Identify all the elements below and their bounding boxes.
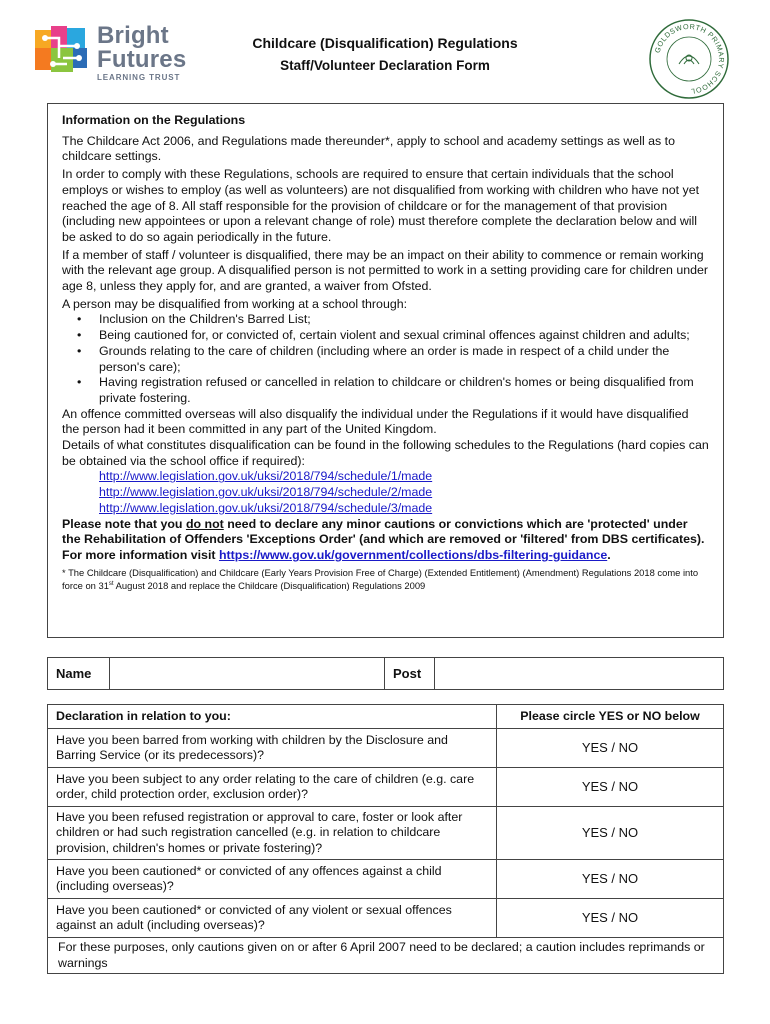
list-item: • Inclusion on the Children's Barred List; xyxy=(62,312,709,328)
list-item: • Grounds relating to the care of children (including where an order is made in respect of a child under the person's care); xyxy=(62,344,709,375)
svg-text:GOLDSWORTH PRIMARY SCHOOL xyxy=(653,22,726,96)
header xyxy=(200,34,570,73)
caution-footnote: For these purposes, only cautions given on or after 6 April 2007 need to be declared; a caution includes reprimands or warnings xyxy=(48,938,724,974)
answer-column-header: Please circle YES or NO below xyxy=(497,705,724,729)
schedule-2-link[interactable]: http://www.legislation.gov.uk/uksi/2018/794/schedule/2/made xyxy=(99,485,433,500)
disqualification-list xyxy=(62,312,709,406)
table-header-row xyxy=(48,705,724,729)
info-paragraph-2: In order to comply with these Regulations, schools are required to ensure that certain individuals that the school employs or wishes to employ (as well as volunteers) are not disqualified from working with children who have not yet reached the age of 8. All staff responsible for the provision of childcare or for the management of that provision (including new appointees or upon a relevant change of role) must therefore complete the declaration below and will be asked to do so again periodically in the future. xyxy=(62,167,700,244)
table-row xyxy=(48,860,724,899)
dbs-filtering-link[interactable]: https://www.gov.uk/government/collections/dbs-filtering-guidance xyxy=(218,547,608,562)
note-text: Please note that you xyxy=(62,516,186,531)
schedule-links xyxy=(62,469,709,516)
declaration-column-header: Declaration in relation to you: xyxy=(48,705,497,729)
info-paragraph-3: If a member of staff / volunteer is disqualified, there may be an impact on their ability to commence or remain working with the relevant age group. A disqualified person is not permitted to work in a setting providing care for children under age 8, unless they apply for, and are granted, a waiver from Ofsted. xyxy=(62,247,709,294)
question-cell: Have you been subject to any order relating to the care of children (e.g. care order, child protection order, exclusion order)? xyxy=(48,768,497,807)
table-row xyxy=(48,729,724,768)
question-cell: Have you been cautioned* or convicted of any violent or sexual offences against an adult (including overseas)? xyxy=(48,899,497,938)
info-paragraph-4: A person may be disqualified from working at a school through: xyxy=(62,296,408,311)
logo-word-futures: Futures xyxy=(97,46,187,73)
regulations-footnote xyxy=(62,566,709,592)
footnote-superscript: st xyxy=(108,580,114,587)
filtering-note xyxy=(62,517,709,564)
footnote-text: August 2018 and replace the Childcare (Disqualification) Regulations 2009 xyxy=(113,579,426,591)
declaration-table xyxy=(47,704,724,974)
post-field[interactable] xyxy=(435,658,724,690)
school-seal-text: GOLDSWORTH PRIMARY SCHOOL xyxy=(652,21,727,97)
footnote-text: * The Childcare (Disqualification) and Childcare (Early Years Provision Free of Charge) (Extended Entitlement) (Amendment) Regulations 2018 come into force on 31 xyxy=(62,566,699,591)
table-row xyxy=(48,807,724,860)
info-paragraph-6: Details of what constitutes disqualification can be found in the following schedules to the Regulations (hard copies can be obtained via the school office if required): xyxy=(62,438,709,468)
note-text: . xyxy=(607,547,611,562)
schedule-1-link[interactable]: http://www.legislation.gov.uk/uksi/2018/794/schedule/1/made xyxy=(99,469,433,484)
info-paragraph-1: The Childcare Act 2006, and Regulations made thereunder*, apply to school and academy settings as well as to childcare settings. xyxy=(62,133,676,164)
name-post-table xyxy=(47,657,724,690)
table-row xyxy=(48,899,724,938)
list-item: • Being cautioned for, or convicted of, certain violent and sexual criminal offences against children and adults; xyxy=(62,328,709,344)
yes-no-answer[interactable]: YES / NO xyxy=(497,860,724,899)
list-item: • Having registration refused or cancelled in relation to childcare or children's homes or being disqualified from private fostering. xyxy=(62,375,709,406)
name-label: Name xyxy=(48,658,110,690)
school-seal xyxy=(648,18,730,100)
yes-no-answer[interactable]: YES / NO xyxy=(497,768,724,807)
info-paragraph-5: An offence committed overseas will also disqualify the individual under the Regulations if it would have disqualified the person had it been committed in any part of the United Kingdom. xyxy=(62,406,689,437)
schedule-3-link[interactable]: http://www.legislation.gov.uk/uksi/2018/794/schedule/3/made xyxy=(99,500,433,515)
question-cell: Have you been refused registration or approval to care, foster or look after children or had such registration cancelled (e.g. in relation to childcare provision, children's homes or private fostering)? xyxy=(48,807,497,860)
bright-futures-logo xyxy=(33,24,193,82)
yes-no-answer[interactable]: YES / NO xyxy=(497,729,724,768)
page-title: Childcare (Disqualification) Regulations xyxy=(252,35,518,51)
regulations-info-box xyxy=(47,103,724,638)
page-subtitle: Staff/Volunteer Declaration Form xyxy=(280,58,490,73)
logo-tagline: LEARNING TRUST xyxy=(97,73,181,82)
note-emphasis: do not xyxy=(185,516,224,531)
post-label: Post xyxy=(385,658,435,690)
table-row xyxy=(48,768,724,807)
yes-no-answer[interactable]: YES / NO xyxy=(497,807,724,860)
question-cell: Have you been cautioned* or convicted of any offences against a child (including overseas)? xyxy=(48,860,497,899)
logo-word-bright: Bright xyxy=(97,22,169,49)
name-field[interactable] xyxy=(110,658,385,690)
table-row xyxy=(48,938,724,974)
question-cell: Have you been barred from working with children by the Disclosure and Barring Service (or its predecessors)? xyxy=(48,729,497,768)
note-text: need to declare any minor cautions or convictions which are 'protected' under the Rehabilitation of Offenders 'Exceptions Order' (and which are removed or 'filtered' from DBS certificates). For more information visit xyxy=(62,516,705,562)
info-heading: Information on the Regulations xyxy=(62,113,246,127)
yes-no-answer[interactable]: YES / NO xyxy=(497,899,724,938)
bright-futures-emblem-icon xyxy=(33,24,91,82)
